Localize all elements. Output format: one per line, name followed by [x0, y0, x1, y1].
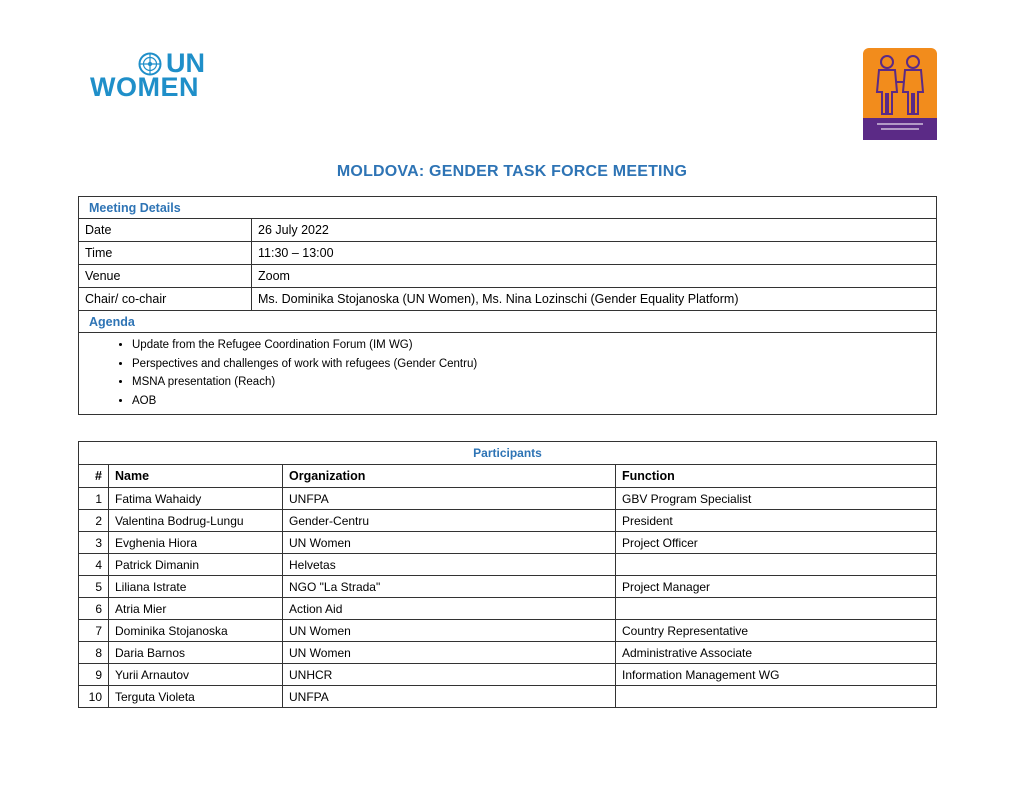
participant-number: 5	[79, 576, 109, 598]
agenda-item: • Perspectives and challenges of work with refugees (Gender Centru)	[132, 355, 930, 374]
participant-function	[616, 686, 937, 708]
participant-name: Yurii Arnautov	[109, 664, 283, 686]
column-header-number: #	[79, 465, 109, 488]
participant-number: 6	[79, 598, 109, 620]
participant-function: President	[616, 510, 937, 532]
table-row	[79, 510, 937, 532]
detail-value: 11:30 – 13:00	[252, 242, 937, 265]
column-header-organization: Organization	[283, 465, 616, 488]
detail-value: Zoom	[252, 265, 937, 288]
participant-number: 3	[79, 532, 109, 554]
participant-number: 10	[79, 686, 109, 708]
meeting-details-heading: Meeting Details	[79, 197, 937, 219]
participant-number: 7	[79, 620, 109, 642]
agenda-heading: Agenda	[79, 311, 937, 333]
detail-label: Time	[79, 242, 252, 265]
gender-equality-platform-emblem-icon	[863, 48, 937, 140]
table-row	[79, 488, 937, 510]
participant-number: 1	[79, 488, 109, 510]
table-row	[79, 554, 937, 576]
participant-name: Terguta Violeta	[109, 686, 283, 708]
column-header-function: Function	[616, 465, 937, 488]
participant-function: Administrative Associate	[616, 642, 937, 664]
participant-name: Liliana Istrate	[109, 576, 283, 598]
participant-organization: Gender-Centru	[283, 510, 616, 532]
participant-organization: Helvetas	[283, 554, 616, 576]
table-row	[79, 664, 937, 686]
participant-name: Evghenia Hiora	[109, 532, 283, 554]
agenda-list	[85, 336, 930, 410]
participant-name: Valentina Bodrug-Lungu	[109, 510, 283, 532]
participant-number: 8	[79, 642, 109, 664]
participant-name: Dominika Stojanoska	[109, 620, 283, 642]
column-header-name: Name	[109, 465, 283, 488]
detail-row-chair	[79, 288, 937, 311]
table-row	[79, 532, 937, 554]
table-row	[79, 576, 937, 598]
participant-function: Information Management WG	[616, 664, 937, 686]
participant-number: 9	[79, 664, 109, 686]
participant-function: Project Officer	[616, 532, 937, 554]
logo-un-text: UN	[166, 48, 205, 78]
gender-equality-platform-logo	[863, 48, 937, 140]
agenda-item: • MSNA presentation (Reach)	[132, 373, 930, 392]
participant-name: Atria Mier	[109, 598, 283, 620]
detail-row-time	[79, 242, 937, 265]
participant-function: Country Representative	[616, 620, 937, 642]
participant-organization: NGO "La Strada"	[283, 576, 616, 598]
table-row	[79, 620, 937, 642]
detail-label: Venue	[79, 265, 252, 288]
participant-name: Daria Barnos	[109, 642, 283, 664]
agenda-item: • AOB	[132, 392, 930, 411]
participant-function	[616, 598, 937, 620]
detail-row-venue	[79, 265, 937, 288]
detail-value: 26 July 2022	[252, 219, 937, 242]
agenda-item: • Update from the Refugee Coordination Forum (IM WG)	[132, 336, 930, 355]
detail-value: Ms. Dominika Stojanoska (UN Women), Ms. Nina Lozinschi (Gender Equality Platform)	[252, 288, 937, 311]
participant-function: Project Manager	[616, 576, 937, 598]
meeting-details-table	[78, 196, 937, 415]
participant-number: 2	[79, 510, 109, 532]
participant-function: GBV Program Specialist	[616, 488, 937, 510]
participants-header-row	[79, 465, 937, 488]
detail-row-date	[79, 219, 937, 242]
detail-label: Date	[79, 219, 252, 242]
detail-label: Chair/ co-chair	[79, 288, 252, 311]
table-row	[79, 598, 937, 620]
table-row	[79, 686, 937, 708]
participant-organization: UN Women	[283, 642, 616, 664]
participant-number: 4	[79, 554, 109, 576]
agenda-list-cell	[79, 333, 937, 415]
participant-organization: UNHCR	[283, 664, 616, 686]
participant-organization: Action Aid	[283, 598, 616, 620]
participant-name: Fatima Wahaidy	[109, 488, 283, 510]
table-row	[79, 642, 937, 664]
participant-function	[616, 554, 937, 576]
page-title: MOLDOVA: GENDER TASK FORCE MEETING	[336, 163, 688, 180]
participant-organization: UN Women	[283, 620, 616, 642]
participant-organization: UNFPA	[283, 686, 616, 708]
participants-heading: Participants	[79, 442, 937, 465]
participant-name: Patrick Dimanin	[109, 554, 283, 576]
un-women-logo	[90, 50, 220, 102]
logo-women-text: WOMEN	[90, 72, 199, 102]
participants-table	[78, 441, 937, 708]
participant-organization: UNFPA	[283, 488, 616, 510]
participant-organization: UN Women	[283, 532, 616, 554]
